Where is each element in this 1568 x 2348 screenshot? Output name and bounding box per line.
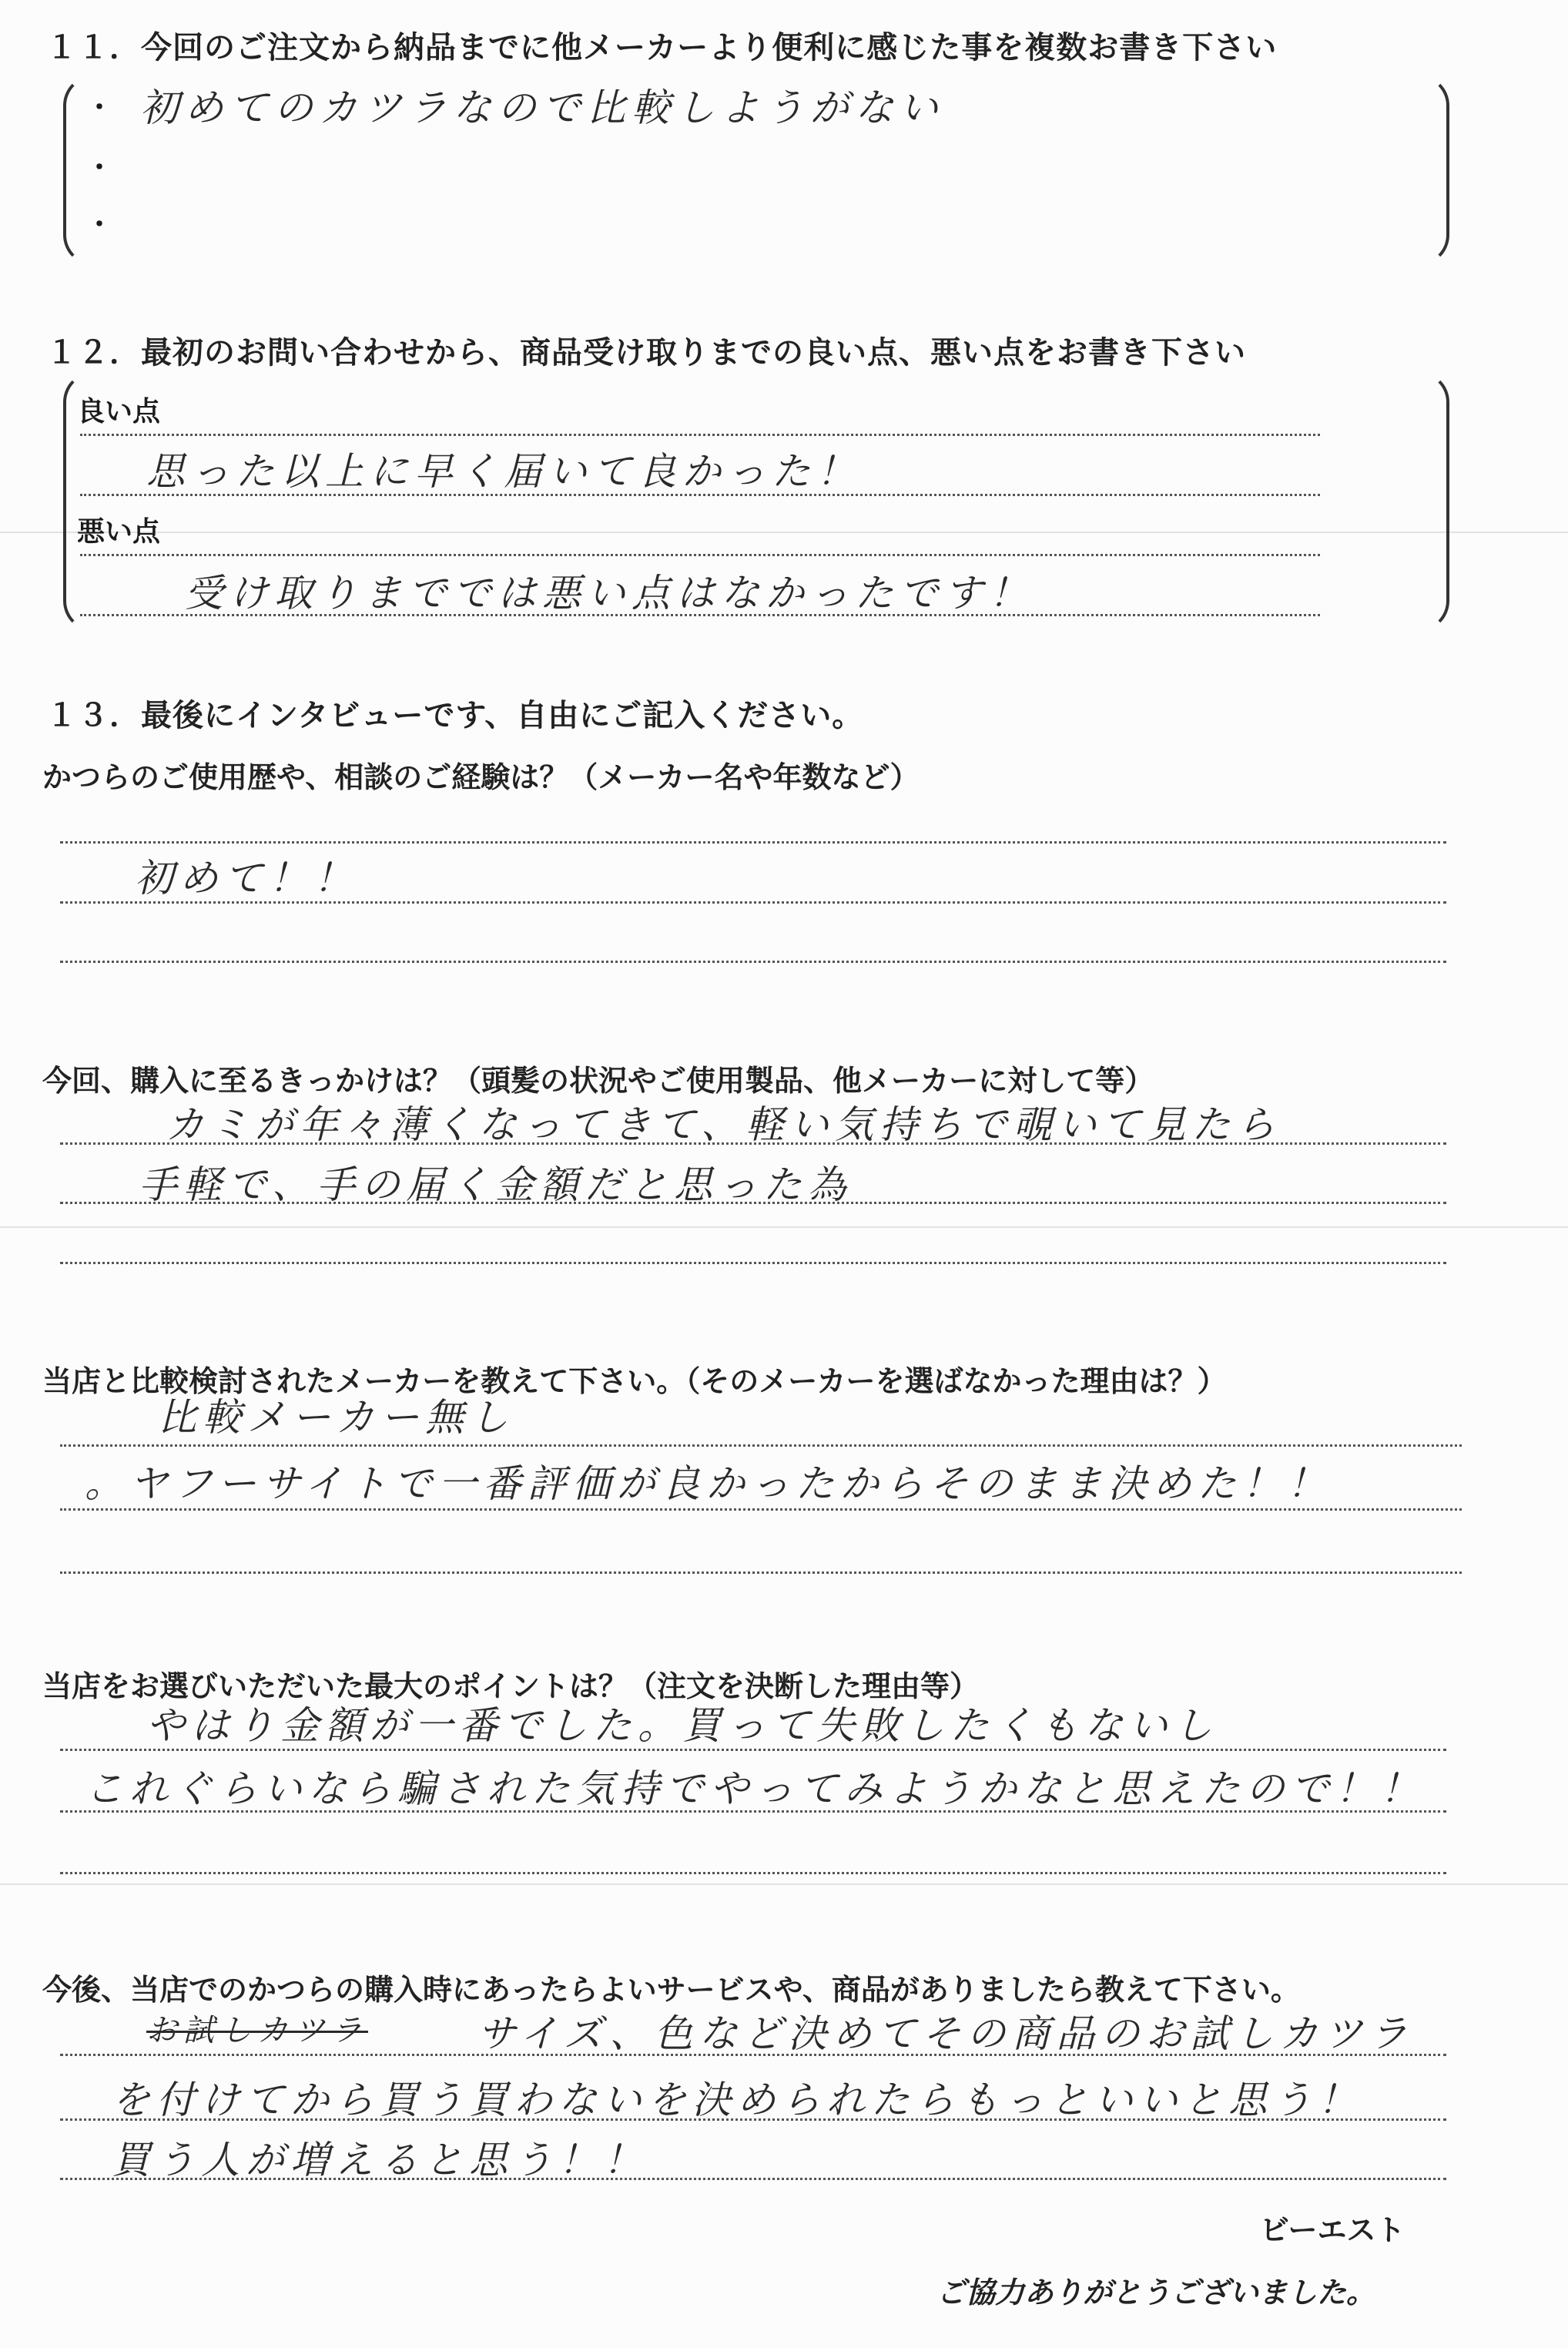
dotted-line	[80, 554, 1320, 556]
dotted-line	[60, 1262, 1446, 1264]
good-points-answer: 思った以上に早く届いて良かった！	[146, 449, 861, 494]
dotted-line	[60, 961, 1446, 963]
q13-sub3-label: 当店と比較検討されたメーカーを教えて下さい。（そのメーカーを選ばなかった理由は？）	[42, 1364, 1227, 1398]
dotted-line	[60, 1142, 1446, 1145]
dotted-line	[80, 494, 1320, 496]
dotted-line	[60, 2054, 1446, 2056]
q13-sub1-label: かつらのご使用歴や、相談のご経験は？（メーカー名や年数など）	[42, 760, 920, 794]
company-name: ビーエスト	[1260, 2213, 1406, 2247]
q13-sub2-label: 今回、購入に至るきっかけは？（頭髪の状況やご使用製品、他メーカーに対して等）	[42, 1064, 1154, 1098]
bullet: ・	[86, 92, 112, 123]
dotted-line	[60, 841, 1446, 844]
dotted-line	[60, 2178, 1446, 2180]
dotted-line	[80, 614, 1320, 616]
q13-sub4-answer-2: これぐらいなら騙された気持でやってみようかなと思えたので！！	[85, 1766, 1425, 1811]
paper-fold	[0, 1883, 1568, 1885]
q13-sub5-answer-2: を付けてから買う買わないを決められたらもっといいと思う！	[112, 2078, 1362, 2122]
q13-sub5-answer-1: サイズ、色など決めてその商品のお試しカツラ	[477, 2011, 1414, 2056]
q13-sub1-answer-1: 初めて！！	[135, 856, 358, 901]
dotted-line	[60, 2118, 1446, 2121]
q13-sub2-answer-1: カミが年々薄くなってきて、軽い気持ちで覗いて見たら	[166, 1102, 1282, 1147]
q11-answer-1: 初めてのカツラなので比較しようがない	[140, 86, 944, 130]
q13-sub5-label: 今後、当店でのかつらの購入時にあったらよいサービスや、商品がありましたら教えて下さい。	[42, 1973, 1300, 2007]
q13-sub3-answer-1: 比較メーカー無し	[158, 1395, 514, 1440]
dotted-line	[60, 1749, 1446, 1751]
paper-fold	[0, 1226, 1568, 1228]
dotted-line	[60, 1872, 1446, 1874]
thanks-message: ご協力ありがとうございました。	[936, 2276, 1376, 2309]
dotted-line	[60, 1202, 1446, 1204]
struck-answer: お試しカツラ	[146, 2013, 368, 2048]
q13-sub4-answer-1: やはり金額が一番でした。買って失敗したくもないし	[146, 1703, 1218, 1748]
bad-points-label: 悪い点	[77, 516, 161, 548]
dotted-line	[60, 1810, 1446, 1813]
bullet: ・	[86, 210, 112, 240]
good-points-label: 良い点	[77, 396, 161, 428]
dotted-line	[60, 901, 1446, 904]
dotted-line	[60, 1444, 1462, 1447]
q13-sub5-answer-3: 買う人が増えると思う！！	[112, 2138, 648, 2182]
q13-heading: １３．最後にインタビューです、自由にご記入ください。	[46, 698, 864, 733]
dotted-line	[60, 1508, 1462, 1511]
q13-sub3-answer-2: 。ヤフーサイトで一番評価が良かったからそのまま決めた！！	[85, 1461, 1332, 1506]
q13-sub4-label: 当店をお選びいただいた最大のポイントは？（注文を決断した理由等）	[42, 1669, 980, 1703]
q13-sub2-answer-2: 手軽で、手の届く金額だと思った為	[139, 1162, 853, 1207]
dotted-line	[60, 1571, 1462, 1574]
bullet: ・	[86, 153, 112, 183]
q12-heading: １２．最初のお問い合わせから、商品受け取りまでの良い点、悪い点をお書き下さい	[46, 335, 1246, 371]
dotted-line	[80, 434, 1320, 436]
bad-points-answer: 受け取りまででは悪い点はなかったです！	[185, 571, 1034, 616]
q11-heading: １１．今回のご注文から納品までに他メーカーより便利に感じた事を複数お書き下さい	[46, 30, 1278, 65]
